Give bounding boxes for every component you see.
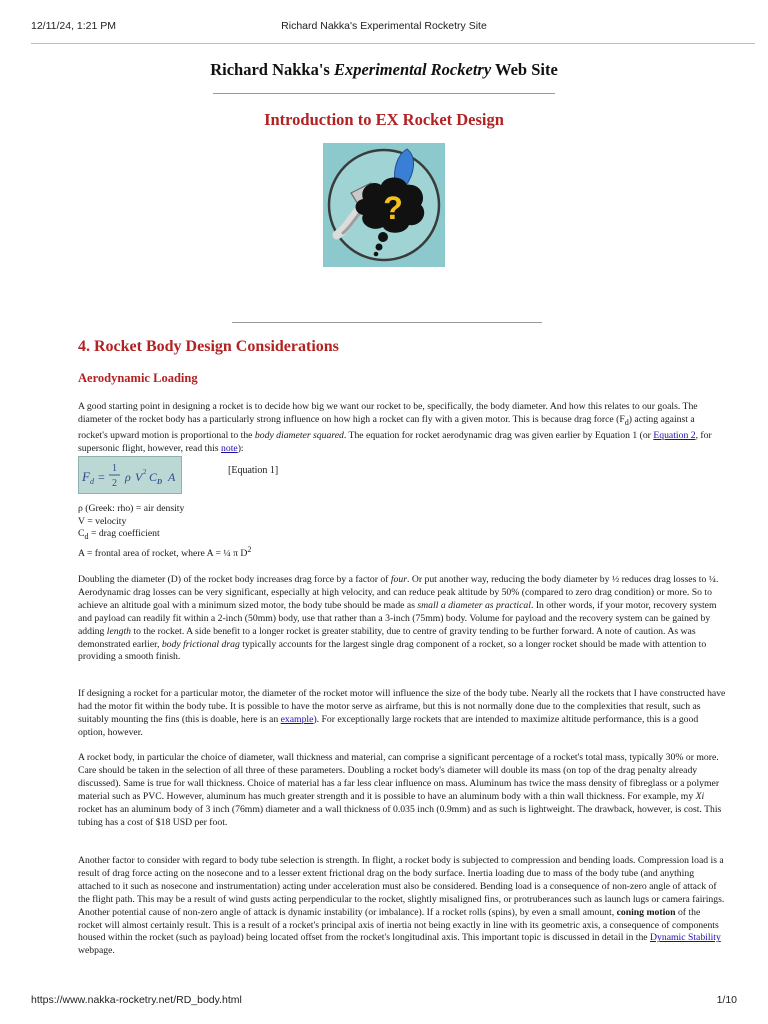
bold-text: coning motion [616, 906, 676, 918]
superscript: 2 [247, 545, 252, 554]
print-page-title: Richard Nakka's Experimental Rocketry Site [281, 20, 487, 32]
site-title-suffix: Web Site [491, 60, 558, 79]
emphasis: length [106, 625, 132, 637]
eq-v: V [135, 470, 143, 484]
eq-rho: ρ [125, 470, 131, 484]
text-run: of the rocket will almost certainly result. This is a result of a rocket's principal axis of inertia not being exactly in line with its geometric axis, a consequence of components housed within the rocket (such as payload) being located offset from the rocket's longitudinal axis. This important topic is discussed in detail in the [78, 906, 719, 944]
text-run: to the rocket. A side benefit to a longer rocket is greater stability, due to centre of gravity tending to be further forward. A note of caution. As was demonstrated earlier, [78, 625, 696, 650]
drag-equation [78, 456, 182, 494]
page-number: 1/10 [716, 994, 737, 1006]
drag-equation-formula [79, 457, 181, 493]
eq-a: A [168, 470, 176, 484]
emphasis: Xi [695, 790, 705, 802]
paragraph-intro [78, 401, 726, 456]
logo-illustration [323, 143, 445, 267]
section-heading: 4. Rocket Body Design Considerations [78, 338, 339, 355]
var-v: V = velocity [78, 515, 127, 527]
text-run: ): [237, 442, 244, 454]
variable-definitions [78, 503, 184, 544]
print-header [0, 0, 768, 40]
var-rho: ρ (Greek: rho) = air density [78, 503, 185, 514]
emphasis: body diameter squared [254, 429, 344, 441]
eq-numerator: 1 [112, 463, 117, 474]
paragraph-motor [78, 688, 726, 740]
text-run: webpage. [78, 945, 115, 957]
site-title [0, 60, 768, 80]
subscript: d [84, 532, 89, 542]
eq-denominator: 2 [112, 478, 117, 489]
text-run: . The equation for rocket aerodynamic drag was given earlier by Equation 1 (or [343, 429, 654, 441]
thought-bubble-2 [376, 244, 383, 251]
equation-label: [Equation 1] [228, 465, 279, 476]
emphasis: body frictional drag [161, 638, 240, 650]
thought-bubble-1 [378, 232, 388, 242]
text-run: rocket has an aluminum body of 3 inch (76mm) diameter and a wall thickness of 0.035 inch (0.9mm) and as such is lightweight. The drawback, however, is cost. This tubing has a cost of $18 USD per foot. [78, 803, 722, 828]
dynamic-stability-link[interactable]: Dynamic Stability [650, 932, 721, 944]
thought-bubble-3 [374, 252, 379, 257]
text-run: . In other words, if your motor, recovery system and payload can readily fit within a 2-inch (50mm) body, use that rather than a 3-inch (75mm) body. Volume for payload and the recovery system can be gained by adding [78, 599, 717, 637]
text-run: typically accounts for the largest single drag component of a rocket, so a longer rocket should be made with attention to providing a smooth finish. [78, 638, 707, 663]
site-title-italic: Experimental Rocketry [333, 60, 492, 79]
emphasis: four [390, 574, 407, 585]
question-mark-icon: ? [383, 190, 403, 226]
equation-2-link[interactable]: Equation 2 [653, 429, 696, 441]
paragraph-mass [78, 752, 726, 829]
text-run: Another factor to consider with regard to body tube selection is strength. In flight, a rocket body is subjected to compression and bending loads. Compression load is a result of drag force acting on the nosecone and to a lesser extent frictional drag on the body surface. Inertia loading due to mass of the body tube (and anything attached to it such as nosecone and instrumentation) acting under acceleration must also be considered. Bending load is a consequence of non-zero angle of attack of the flight path. This may be a result of wind gusts acting perpendicular to the rocket, slightly misaligned fins, or protruberances such as launch lugs or camera fairings. Another potential cause of non-zero angle of attack is dynamic instability (or imbalance). If a rocket rolls (spins), by even a small amount, [78, 855, 725, 918]
var-area [78, 545, 251, 559]
sub-heading: Aerodynamic Loading [78, 371, 198, 385]
text-run: A = frontal area of rocket, where A = ¼ π D [78, 548, 248, 560]
eq-v-exp: 2 [143, 468, 147, 476]
print-date: 12/11/24, 1:21 PM [31, 20, 117, 32]
eq-lhs-sub: d [90, 477, 94, 486]
text-run: C [78, 528, 85, 540]
print-footer [0, 994, 768, 1014]
text-run: A good starting point in designing a rocket is to decide how big we want our rocket to be, specifically, the body diameter. And how this relates to our goals. The diameter of the rocket body has a particularly strong influence on how high a rocket can fly with a given motor. This is because drag force (F [78, 401, 698, 425]
text-run: , for supersonic flight, however, read this [78, 429, 712, 454]
var-cd [78, 528, 184, 544]
rocket-thought-cloud-logo [323, 143, 445, 267]
example-link[interactable]: example [280, 713, 314, 725]
text-run: ) acting against a rocket's upward motion is proportional to the [78, 413, 695, 441]
text-run: = drag coefficient [88, 528, 160, 540]
intro-title: Introduction to EX Rocket Design [264, 110, 504, 129]
section-divider [232, 322, 542, 323]
subscript: d [624, 417, 629, 427]
note-link[interactable]: note [221, 442, 238, 454]
eq-c-sub: D [157, 478, 163, 486]
eq-equals: = [98, 470, 105, 484]
title-divider [213, 93, 555, 94]
site-title-prefix: Richard Nakka's [210, 60, 334, 79]
eq-lhs: F [82, 469, 90, 484]
text-run: . Or put another way, reducing the body diameter by ½ reduces drag losses to ¼. Aerodynamic drag losses can be very significant, especially at high velocity, and can reduce peak altitude by 50% (compared to zero drag condition) or more. So to achieve an altitude goal with a minimum sized motor, the body tube should be made as [78, 574, 719, 611]
text-run: ). For exceptionally large rockets that are intended to maximize altitude performance, this is a good option, however. [78, 713, 699, 738]
paragraph-diameter [78, 574, 726, 664]
eq-c: C [149, 470, 158, 484]
emphasis: small a diameter as practical [417, 599, 531, 611]
text-run: Doubling the diameter (D) of the rocket body increases drag force by a factor of [78, 574, 391, 585]
text-run: A rocket body, in particular the choice of diameter, wall thickness and material, can comprise a significant percentage of a rocket's total mass, typically 30% or more. Care should be taken in the selection of all three of these parameters. Doubling a rocket body's diameter will double its mass (on top of the drag penalty already discussed). Same is true for wall thickness. Choice of material has a far less clear influence on mass. Aluminum has twice the mass density of fibreglass or a polymer material such as PVC. However, aluminum has much greater strength and it is possible to have an aluminum body with a thin wall thickness. For example, my [78, 752, 720, 802]
text-run: If designing a rocket for a particular motor, the diameter of the rocket motor will influence the size of the body tube. Nearly all the rockets that I have constructed have had the motor fit within the body tube. It is possible to have the motor serve as airframe, but this is not normally done due to the complexities that result, such as suitably mounting the fins (this is doable, here is an [78, 688, 726, 725]
paragraph-strength [78, 855, 726, 958]
header-divider [31, 43, 755, 44]
page-url: https://www.nakka-rocketry.net/RD_body.html [31, 994, 242, 1006]
